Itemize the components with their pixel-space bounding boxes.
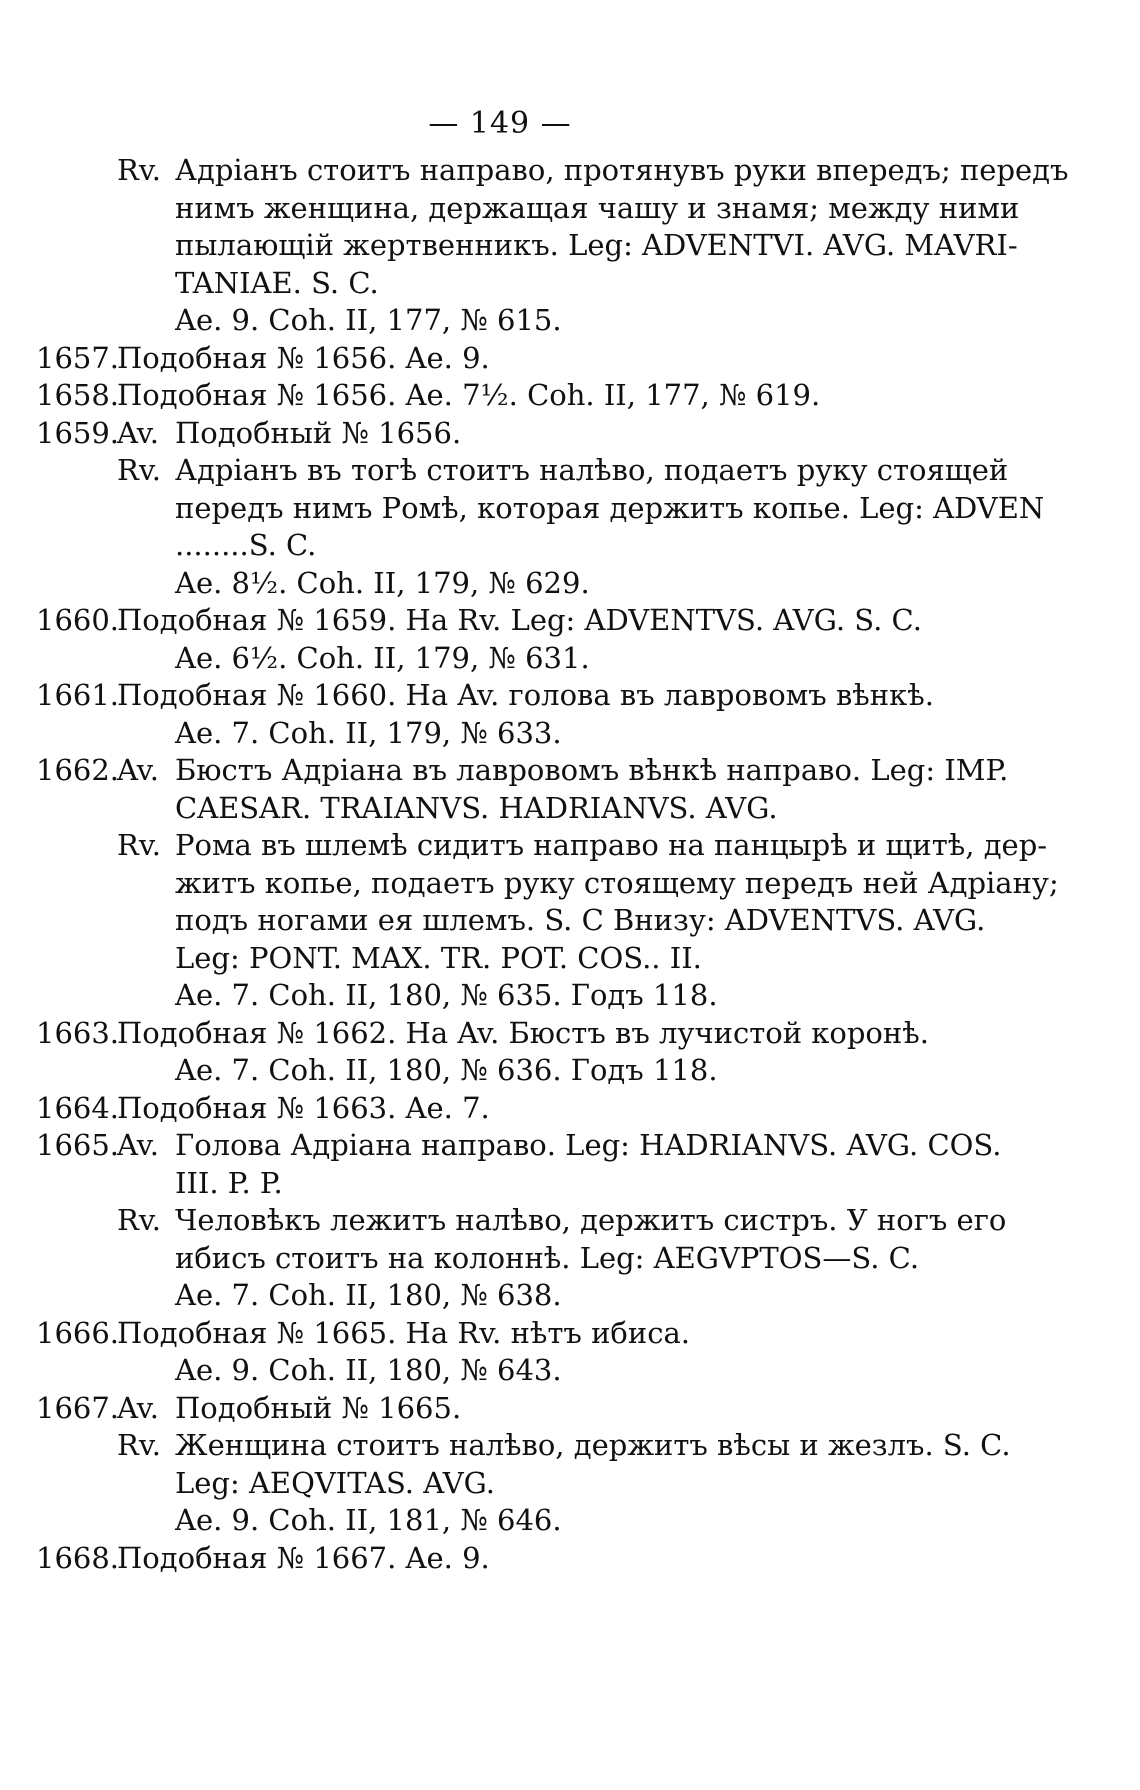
catalog-line [0,152,1140,190]
entry-text: Ae. 7. Coh. II, 180, № 635. Годъ 118. [175,978,718,1012]
entry-text: передъ нимъ Ромѣ, которая держитъ копье. Leg: ADVEN [175,490,1045,525]
catalog-line [0,902,1140,940]
catalog-line [0,490,1140,528]
page-number: — 149 — [428,106,572,141]
catalog-line [0,715,1140,753]
side-label: Av. [117,1390,159,1425]
entry-text: Голова Адріана направо. Leg: HADRIANVS. AVG. COS. [175,1128,1002,1162]
catalog-line [0,1240,1140,1278]
entry-text: Подобная № 1665. На Rv. нѣтъ ибиса. [117,1315,690,1350]
catalog-line [0,1352,1140,1390]
entry-number: 1662. [36,753,120,787]
catalog-line [0,1390,1140,1428]
entry-text: Ae. 7. Coh. II, 180, № 636. Годъ 118. [175,1053,718,1087]
entry-text: III. P. P. [175,1165,283,1200]
entry-text: Подобная № 1660. На Av. голова въ лавровомъ вѣнкѣ. [117,678,934,712]
catalog-line [0,1465,1140,1503]
entry-text: Leg: PONT. MAX. TR. POT. COS.. II. [175,940,702,975]
catalog-entries [0,152,1140,1577]
entry-text: Подобная № 1656. Ae. 9. [117,340,490,375]
catalog-line [0,527,1140,565]
side-label: Av. [117,753,159,787]
entry-number: 1657. [36,340,120,375]
catalog-line [0,1052,1140,1090]
entry-text: Подобный № 1656. [175,415,462,450]
entry-text: Ae. 8½. Coh. II, 179, № 629. [175,565,590,600]
catalog-line [0,227,1140,265]
side-label: Rv. [117,453,161,487]
entry-text: Человѣкъ лежитъ налѣво, держитъ систръ. У ногъ его [175,1203,1007,1237]
entry-text: Ae. 7. Coh. II, 180, № 638. [175,1278,562,1312]
entry-text: Leg: AEQVITAS. AVG. [175,1465,496,1500]
side-label: Av. [117,415,159,450]
entry-number: 1658. [36,378,120,412]
catalog-line [0,1502,1140,1540]
entry-number: 1660. [36,603,120,637]
entry-number: 1667. [36,1390,120,1425]
entry-text: Подобная № 1663. Ae. 7. [117,1090,490,1125]
side-label: Av. [117,1128,159,1162]
catalog-line [0,977,1140,1015]
catalog-line [0,1315,1140,1353]
catalog-line [0,1427,1140,1465]
catalog-line [0,1165,1140,1203]
catalog-line [0,752,1140,790]
entry-text: Адріанъ въ тогѣ стоитъ налѣво, подаетъ руку стоящей [175,453,1009,487]
entry-text: TANIAE. S. C. [175,265,379,300]
catalog-line [0,1127,1140,1165]
catalog-line [0,865,1140,903]
catalog-line [0,565,1140,603]
catalog-line [0,302,1140,340]
entry-text: Подобная № 1656. Ae. 7½. Coh. II, 177, № 619. [117,378,821,412]
catalog-line [0,1015,1140,1053]
catalog-line [0,827,1140,865]
side-label: Rv. [117,1428,161,1462]
entry-text: Ae. 7. Coh. II, 179, № 633. [175,715,562,750]
entry-number: 1663. [36,1015,120,1050]
side-label: Rv. [117,1203,161,1237]
entry-text: Ae. 9. Coh. II, 177, № 615. [175,303,562,337]
catalog-line [0,940,1140,978]
catalog-line [0,677,1140,715]
entry-text: ........S. C. [175,528,317,562]
entry-text: Подобная № 1659. На Rv. Leg: ADVENTVS. AVG. S. C. [117,603,922,637]
entry-text: пылающій жертвенникъ. Leg: ADVENTVI. AVG. MAVRI- [175,228,1018,262]
entry-number: 1665. [36,1128,120,1162]
entry-number: 1659. [36,415,120,450]
entry-text: Ae. 9. Coh. II, 180, № 643. [175,1353,562,1387]
catalog-line [0,1090,1140,1128]
catalog-line [0,1277,1140,1315]
catalog-line [0,602,1140,640]
catalog-line [0,640,1140,678]
entry-text: Ae. 6½. Coh. II, 179, № 631. [175,640,590,675]
entry-text: Ae. 9. Coh. II, 181, № 646. [175,1503,562,1537]
catalog-line [0,452,1140,490]
entry-text: Подобный № 1665. [175,1390,462,1425]
entry-text: Женщина стоитъ налѣво, держитъ вѣсы и жезлъ. S. C. [175,1428,1011,1462]
entry-number: 1668. [36,1540,120,1575]
entry-number: 1666. [36,1315,120,1350]
entry-text: житъ копье, подаетъ руку стоящему передъ ней Адріану; [175,865,1059,900]
entry-text: Подобная № 1662. На Av. Бюстъ въ лучистой коронѣ. [117,1015,929,1050]
entry-text: Адріанъ стоитъ направо, протянувъ руки впередъ; передъ [175,153,1069,187]
side-label: Rv. [117,153,161,187]
catalog-line [0,190,1140,228]
entry-text: Рома въ шлемѣ сидитъ направо на панцырѣ и щитѣ, дер- [175,828,1048,862]
catalog-line [0,1202,1140,1240]
side-label: Rv. [117,828,161,862]
entry-text: подъ ногами ея шлемъ. S. C Внизу: ADVENTVS. AVG. [175,903,986,937]
entry-text: CAESAR. TRAIANVS. HADRIANVS. AVG. [175,790,778,825]
catalog-line [0,377,1140,415]
entry-text: Бюстъ Адріана въ лавровомъ вѣнкѣ направо. Leg: IMP. [175,753,1009,787]
entry-number: 1661. [36,678,120,712]
catalog-line [0,790,1140,828]
entry-text: Подобная № 1667. Ae. 9. [117,1540,490,1575]
entry-text: нимъ женщина, держащая чашу и знамя; между ними [175,190,1020,225]
catalog-line [0,1540,1140,1578]
catalog-line [0,340,1140,378]
entry-number: 1664. [36,1090,120,1125]
entry-text: ибисъ стоитъ на колоннѣ. Leg: AEGVPTOS—S. C. [175,1240,920,1275]
catalog-line [0,415,1140,453]
catalog-line [0,265,1140,303]
